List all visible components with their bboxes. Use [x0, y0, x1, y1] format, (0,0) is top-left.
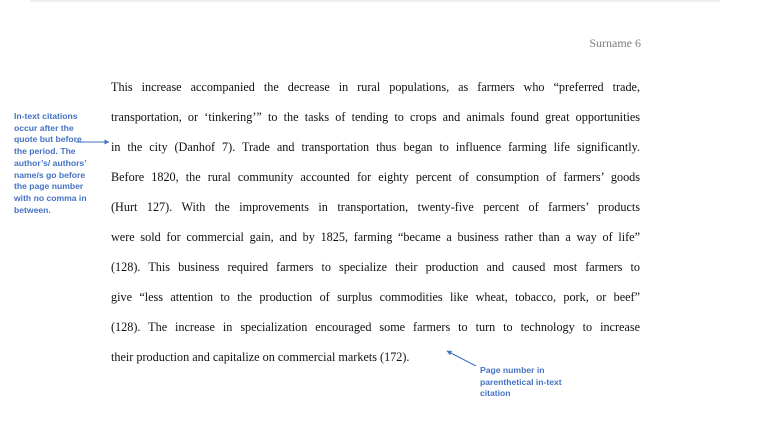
paragraph-line: This increase accompanied the decrease in rural populations, as farmers who “preferred trade,	[111, 80, 640, 94]
paragraph-line: were sold for commercial gain, and by 1825, farming “became a business rather than a way of life”	[111, 230, 640, 244]
paragraph	[111, 72, 640, 372]
running-head: Surname 6	[589, 36, 641, 50]
paragraph-line: transportation, or ‘tinkering’” to the tasks of tending to crops and animals found great opportunities	[111, 110, 640, 124]
paragraph-line: in the city (Danhof 7). Trade and transportation thus began to influence farming life significantly.	[111, 140, 640, 154]
page-top-edge	[30, 0, 720, 2]
paragraph-line: (128). This business required farmers to specialize their production and caused most farmers to	[111, 260, 640, 274]
paragraph-line: Before 1820, the rural community accounted for eighty percent of consumption of farmers’ goods	[111, 170, 640, 184]
paragraph-line: (Hurt 127). With the improvements in transportation, twenty-five percent of farmers’ products	[111, 200, 640, 214]
paragraph-line-last: their production and capitalize on commercial markets (172).	[111, 350, 410, 364]
paragraph-line: give “less attention to the production of surplus commodities like wheat, tobacco, pork, or beef”	[111, 290, 640, 304]
annotation-page-number: Page number in parenthetical in-text citation	[480, 365, 562, 399]
paragraph-line: (128). The increase in specialization encouraged some farmers to turn to technology to increase	[111, 320, 640, 334]
annotation-citation-rule: In-text citations occur after the quote but before the period. The author’s/ authors’ name/s go before the page number with no comma in between.	[14, 111, 87, 215]
